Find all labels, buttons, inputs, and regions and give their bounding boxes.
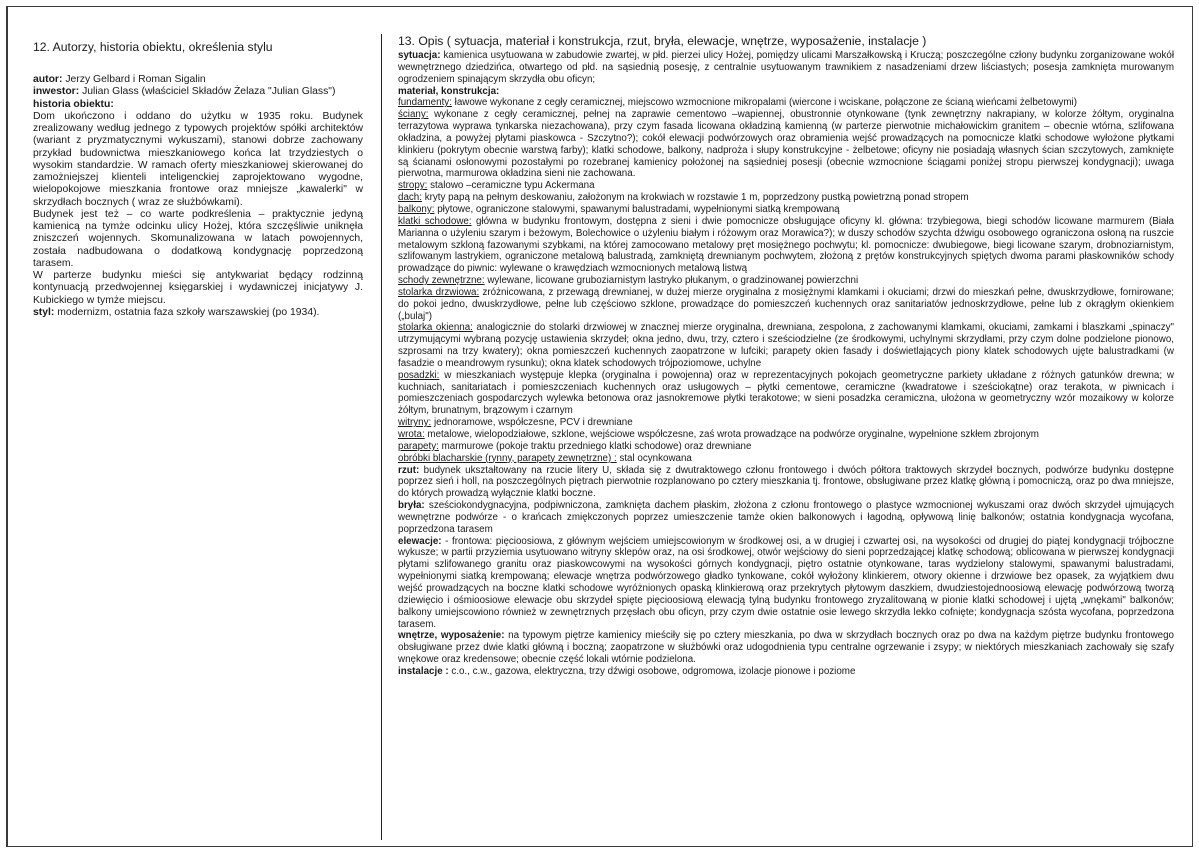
parapety-value: marmurowe (pokoje traktu przedniego klatki schodowe) oraz drewniane bbox=[438, 440, 752, 452]
section-13-column bbox=[398, 34, 1174, 678]
witryny-label: witryny: bbox=[398, 417, 432, 429]
parapety-label: parapety: bbox=[398, 440, 439, 452]
sytuacja-label: sytuacja: bbox=[398, 50, 441, 61]
section-12-heading: 12. Autorzy, historia obiektu, określenia stylu bbox=[33, 40, 273, 54]
sciany-row bbox=[398, 109, 1174, 180]
instalacje-value: c.o., c.w., gazowa, elektryczna, trzy dźwigi osobowe, odgromowa, izolacje pionowe i poziome bbox=[448, 665, 856, 677]
posadzki-row bbox=[398, 370, 1174, 417]
stropy-label: stropy: bbox=[398, 180, 428, 192]
elewacje-label: elewacje: bbox=[398, 535, 442, 547]
styl-value: modernizm, ostatnia faza szkoły warszawskiej (po 1934). bbox=[54, 306, 320, 318]
wrota-row bbox=[398, 429, 1174, 441]
stolarka-drzwiowa-label: stolarka drzwiowa: bbox=[398, 286, 480, 298]
dach-label: dach: bbox=[398, 192, 422, 204]
stropy-value: stalowo –ceramiczne typu Ackermana bbox=[427, 180, 595, 192]
posadzki-label: posadzki: bbox=[398, 369, 440, 381]
stolarka-drzwiowa-value: zróżnicowana, z przewagą drewnianej, w dużej mierze oryginalna z mosiężnymi klamkami i okuciami; drzwi do mieszkań pełne, dwuskrzydłowe, fornirowane; do pokoi jedno, dwuskrzydłowe, pełne lub częściowo szklone, prowadzące do pomieszczeń kuchennych oraz sanitariatów jednoskrzydłowe, pełne lub z okrągłym okienkiem („bulaj") bbox=[398, 286, 1174, 322]
autor-label: autor: bbox=[33, 74, 63, 85]
wnetrze-row bbox=[398, 630, 1174, 666]
rzut-value: budynek ukształtowany na rzucie litery U, składa się z dwutraktowego członu frontowego i dwóch półtora traktowych skrzydeł bocznych, podwórze budynku dostępne poprzez sień i holl, na poszczególnych piętrach pierwotnie rozplanowano po cztery mieszkania tj. frontowe, obsługiwane przez klatkę główną i pomocniczą, oraz po dwa mniejsze, do których prowadzą wyłącznie klatki boczne. bbox=[398, 464, 1174, 500]
styl-row bbox=[33, 307, 363, 319]
section-12-column bbox=[33, 40, 363, 319]
sytuacja-row bbox=[398, 50, 1174, 86]
balkony-row bbox=[398, 204, 1174, 216]
instalacje-row bbox=[398, 666, 1174, 678]
witryny-row bbox=[398, 417, 1174, 429]
section-13-heading: 13. Opis ( sytuacja, materiał i konstrukcja, rzut, bryła, elewacje, wnętrze, wyposażenie, instalacje ) bbox=[398, 34, 927, 48]
historia-paragraph-2: Budynek jest też – co warte podkreślenia – praktycznie jedyną kamienicą na tymże odcinku ulicy Hożej, która szczęśliwie uniknęła zniszczeń wojennych. Skomunalizowana w latach powojennych, została nadbudowana o dodatkową kondygnację poprzedzoną tarasem. bbox=[33, 208, 363, 269]
autor-row bbox=[33, 74, 363, 86]
material-label: materiał, konstrukcja: bbox=[398, 85, 500, 97]
balkony-label: balkony: bbox=[398, 203, 435, 215]
historia-label: historia obiektu: bbox=[33, 98, 114, 110]
bryla-value: sześciokondygnacyjna, podpiwniczona, zamknięta dachem płaskim, złożona z członu frontowego o plastyce wzmocnionej wykuszami oraz dwóch skrzydeł ujmujących wewnętrzne podwórze - o krańcach zmiękczonych poprzez umieszczenie tamże okien balkonowych i łagodną, opływową linię balkonów; ostatnia kondygnacja wycofana, poprzedzona tarasem bbox=[398, 500, 1174, 535]
instalacje-label: instalacje : bbox=[398, 665, 449, 677]
obrobki-label: obróbki blacharskie (rynny, parapety zewnętrzne) : bbox=[398, 452, 617, 464]
rzut-row bbox=[398, 465, 1174, 501]
balkony-value: płytowe, ograniczone stalowymi, spawanymi balustradami, wypełnionymi siatką krempowaną bbox=[434, 203, 840, 215]
schody-value: wylewane, licowane gruboziarnistym lastryko płukanym, o gradzinowanej powierzchni bbox=[484, 275, 859, 287]
stolarka-drzwiowa-row bbox=[398, 287, 1174, 323]
historia-paragraph-1: Dom ukończono i oddano do użytku w 1935 roku. Budynek zrealizowany według jednego z typowych projektów spółki architektów (wariant z pryzmatycznymi wykuszami), stanowi dobrze zachowany przykład budownictwa mieszkaniowego końca lat trzydziestych o wysokim standardzie. W ramach oferty mieszkaniowej skierowanej do zamożniejszej klienteli inteligenckiej zaprojektowano wygodne, wielopokojowe mieszkania frontowe oraz mniejsze „kawalerki" w skrzydłach bocznych ( wraz ze służbówkami). bbox=[33, 110, 363, 208]
klatki-value: główna w budynku frontowym, dostępna z sieni i dwie pomocnicze obsługujące oficyny kl. główna: trzybiegowa, biegi schodów licowane marmurem (Biała Marianna o użyleniu szarym i beżowym, Bolechowice o użyleniu białym i różowym oraz Morawica?); w duszy schodów szychta dźwigu osobowego ograniczona osłoną na ruszcie metalowym szkloną fazowanymi szybkami, na której zamocowano metalowy pręt mosiężnego pochwytu; kl. pomocnicze: dwubiegowe, biegi licowane szarym, drobnoziarnistym, szlifowanym lastrykiem, ograniczone metalową balustradą, zamkniętą drewnianym pochwytem, złożoną z prętów konstrukcyjnych spiętych dwoma parami płaskowników schody prowadzące do piwnic: wylewane o krawędziach wzmocnionych metalową listwą bbox=[398, 215, 1174, 275]
fundamenty-label: fundamenty: bbox=[398, 97, 452, 109]
fundamenty-value: ławowe wykonane z cegły ceramicznej, miejscowo wzmocnione mikropalami (wiercone i wciskane, połączone ze ścianą wieńcami żelbetowymi) bbox=[451, 97, 1077, 109]
wrota-value: metalowe, wielopodziałowe, szklone, wejściowe współczesne, zaś wrota prowadzące na podwórze oryginalne, wypełnione szkłem zbrojonym bbox=[424, 429, 1039, 440]
bryla-label: bryła: bbox=[398, 500, 425, 512]
styl-label: styl: bbox=[33, 306, 55, 318]
inwestor-value: Julian Glass (właściciel Składów Żelaza "Julian Glass") bbox=[79, 86, 336, 98]
stropy-row bbox=[398, 180, 1174, 192]
column-divider bbox=[381, 34, 382, 840]
parapety-row bbox=[398, 441, 1174, 453]
wrota-label: wrota: bbox=[398, 429, 425, 440]
elewacje-row bbox=[398, 536, 1174, 631]
wnetrze-label: wnętrze, wyposażenie: bbox=[398, 630, 505, 642]
klatki-label: klatki schodowe: bbox=[398, 215, 472, 227]
inwestor-label: inwestor: bbox=[33, 86, 80, 98]
obrobki-row bbox=[398, 453, 1174, 465]
schody-row bbox=[398, 275, 1174, 287]
bryla-row bbox=[398, 500, 1174, 536]
rzut-label: rzut: bbox=[398, 464, 420, 476]
autor-value: Jerzy Gelbard i Roman Sigalin bbox=[62, 74, 206, 85]
fundamenty-row bbox=[398, 97, 1174, 109]
dach-row bbox=[398, 192, 1174, 204]
dach-value: kryty papą na pełnym deskowaniu, założonym na krokwiach w rozstawie 1 m, poprzedzony pustką powietrzną ponad stropem bbox=[421, 192, 969, 204]
sciany-value: wykonane z cegły ceramicznej, pełnej na zaprawie cementowo –wapiennej, obustronnie otynkowane (tynk zewnętrzny nakrapiany, w kolorze żółtym, oryginalna terrazytowa wyprawa tynkarska niezachowana), przy czym fasada licowana okładziną kamienną (w parterze pierwotnie michałowickim granitem – obecnie wtórna, szlifowana okładzina, a powyżej płytami piaskowca - Szczytno?); cokół elewacji podwórzowych oraz obramienia wejść prowadzących na pomocnicze klatki schodowe wyłożone płytkami klinkieru (pokrytym obecnie warstwą farby); klatki schodowe, balkony, nadproża i słupy konstrukcyjne - żelbetowe; oficyny nie posiadają własnych ścian szczytowych, zamknięte są ścianami osłonowymi pozostałymi po rozebranej kamienicy położonej na sąsiedniej posesji (obecnie wzmocnione ściągami poniżej stropu pierwszej kondygnacji); uwaga pierwotna, marmurowa okładzina sieni nie zachowana. bbox=[398, 109, 1174, 180]
schody-label: schody zewnętrzne: bbox=[398, 275, 485, 287]
posadzki-value: w mieszkaniach występuje klepka (oryginalna i powojenna) oraz w reprezentacyjnych pokojach geometryczne parkiety układane z różnych gatunków drewna; w kuchniach, sanitariatach i pomieszczeniach kuchennych oraz usługowych – płytki cementowe, ceramiczne (kwadratowe i sześciokątne) oraz terakota, w piwnicach i pomieszczeniach gospodarczych wylewka betonowa oraz jasnokremowe płytki terakotowe; w sieni posadzka ceramiczna, ułożona w geometryczny wzór mozaikowy w kolorze żółtym, brunatnym, brązowym i czarnym bbox=[398, 369, 1174, 417]
stolarka-okienna-row bbox=[398, 322, 1174, 369]
sytuacja-value: kamienica usytuowana w zabudowie zwartej, w płd. pierzei ulicy Hożej, pomiędzy ulicami Marszałkowską i Kruczą; poszczególne człony budynku zorganizowane wokół wewnętrznego dziedzińca, otwartego od płd. na sąsiednią posesję, z centralnie usytuowanym trawnikiem z nasadzeniami drzew liściastych; posesja zamknięta murowanym ogrodzeniem spinającym skrzydła obu oficyn; bbox=[398, 50, 1174, 85]
historia-paragraph-3: W parterze budynku mieści się antykwariat będący rodzinną kontynuacją przedwojennej księgarskiej i wydawniczej inicjatywy J. Kubickiego w tymże miejscu. bbox=[33, 270, 363, 306]
stolarka-okienna-value: analogicznie do stolarki drzwiowej w znacznej mierze oryginalna, drewniana, zespolona, z zachowanymi klamkami, okuciami, zamkami i blaszkami „spinaczy" utrzymującymi wybraną pozycję ustawienia skrzydeł; okna jedno, dwu, trzy, cztero i sześciodzielne (ze środkowymi, uchylnymi skrzydłami, przy czym dolne podzielone pionowo, szprosami na trzy kwatery); okna pomieszczeń kuchennych zaopatrzone w lufciki; parapety okien fasady i doświetlających piony klatek schodowych ujęte balustradkami (w fasadzie o meandrowym rysunku); okna klatek schodowych trójpoziomowe, uchylne bbox=[398, 322, 1174, 369]
elewacje-value: - frontowa: pięcioosiowa, z głównym wejściem umiejscowionym w środkowej osi, a w drugiej i czwartej osi, na wysokości od drugiej do piątej kondygnacji trójboczne wykusze; w partii przyziemia usytuowano witryny sklepów oraz, na osi środkowej, otwór wejściowy do sieni poprzedzającej klatkę schodową; oblicowana w pierwszej kondygnacji płytami szlifowanego granitu oraz piaskowcowymi na wysokości górnych kondygnacji, piętro ostatnie otynkowane, taras wydzielony stalowymi, spawanymi balustradami, wypełnionymi siatką krempowaną; elewacje wnętrza podwórzowego gładko tynkowane, cokół wyłożony klinkierem, otwory okienne i drzwiowe bez opasek, za wyjątkiem dwu wejść prowadzących na boczne klatki schodowe wyróżnionych opaską klinkierową oraz przekrytych płytowym daszkiem, dwudziestojednoosiową elewację podwórzową tworzą dziewięcio i ośmioosiowe elewacje obu skrzydeł spięte pięcioosiową elewacją tylną budynku frontowego zryzalitowaną w pionie klatki schodowej i ujętą „wnękami" balkonów; balkony umiejscowiono również w zewnętrznych przęsłach obu oficyn, przy czym dwie ostatnie osie lewego skrzydła lekko cofnięte; kondygnacja szósta wycofana, poprzedzona tarasem. bbox=[398, 535, 1174, 630]
wnetrze-value: na typowym piętrze kamienicy mieściły się po cztery mieszkania, po dwa w skrzydłach bocznych oraz po dwa na każdym piętrze budynku frontowego obsługiwane przez dwie klatki główną i boczną; zaopatrzone w służbówki oraz udogodnienia typu centralne ogrzewanie i zsypy; w niektórych mieszkaniach zachowały się szafy wnękowe oraz kredensowe; obecnie część lokali wtórnie podzielona. bbox=[398, 630, 1174, 666]
obrobki-value: stal ocynkowana bbox=[616, 452, 692, 464]
klatki-row bbox=[398, 216, 1174, 275]
inwestor-row bbox=[33, 86, 363, 98]
sciany-label: ściany: bbox=[398, 109, 429, 121]
stolarka-okienna-label: stolarka okienna: bbox=[398, 322, 473, 334]
witryny-value: jednoramowe, współczesne, PCV i drewniane bbox=[431, 417, 633, 429]
